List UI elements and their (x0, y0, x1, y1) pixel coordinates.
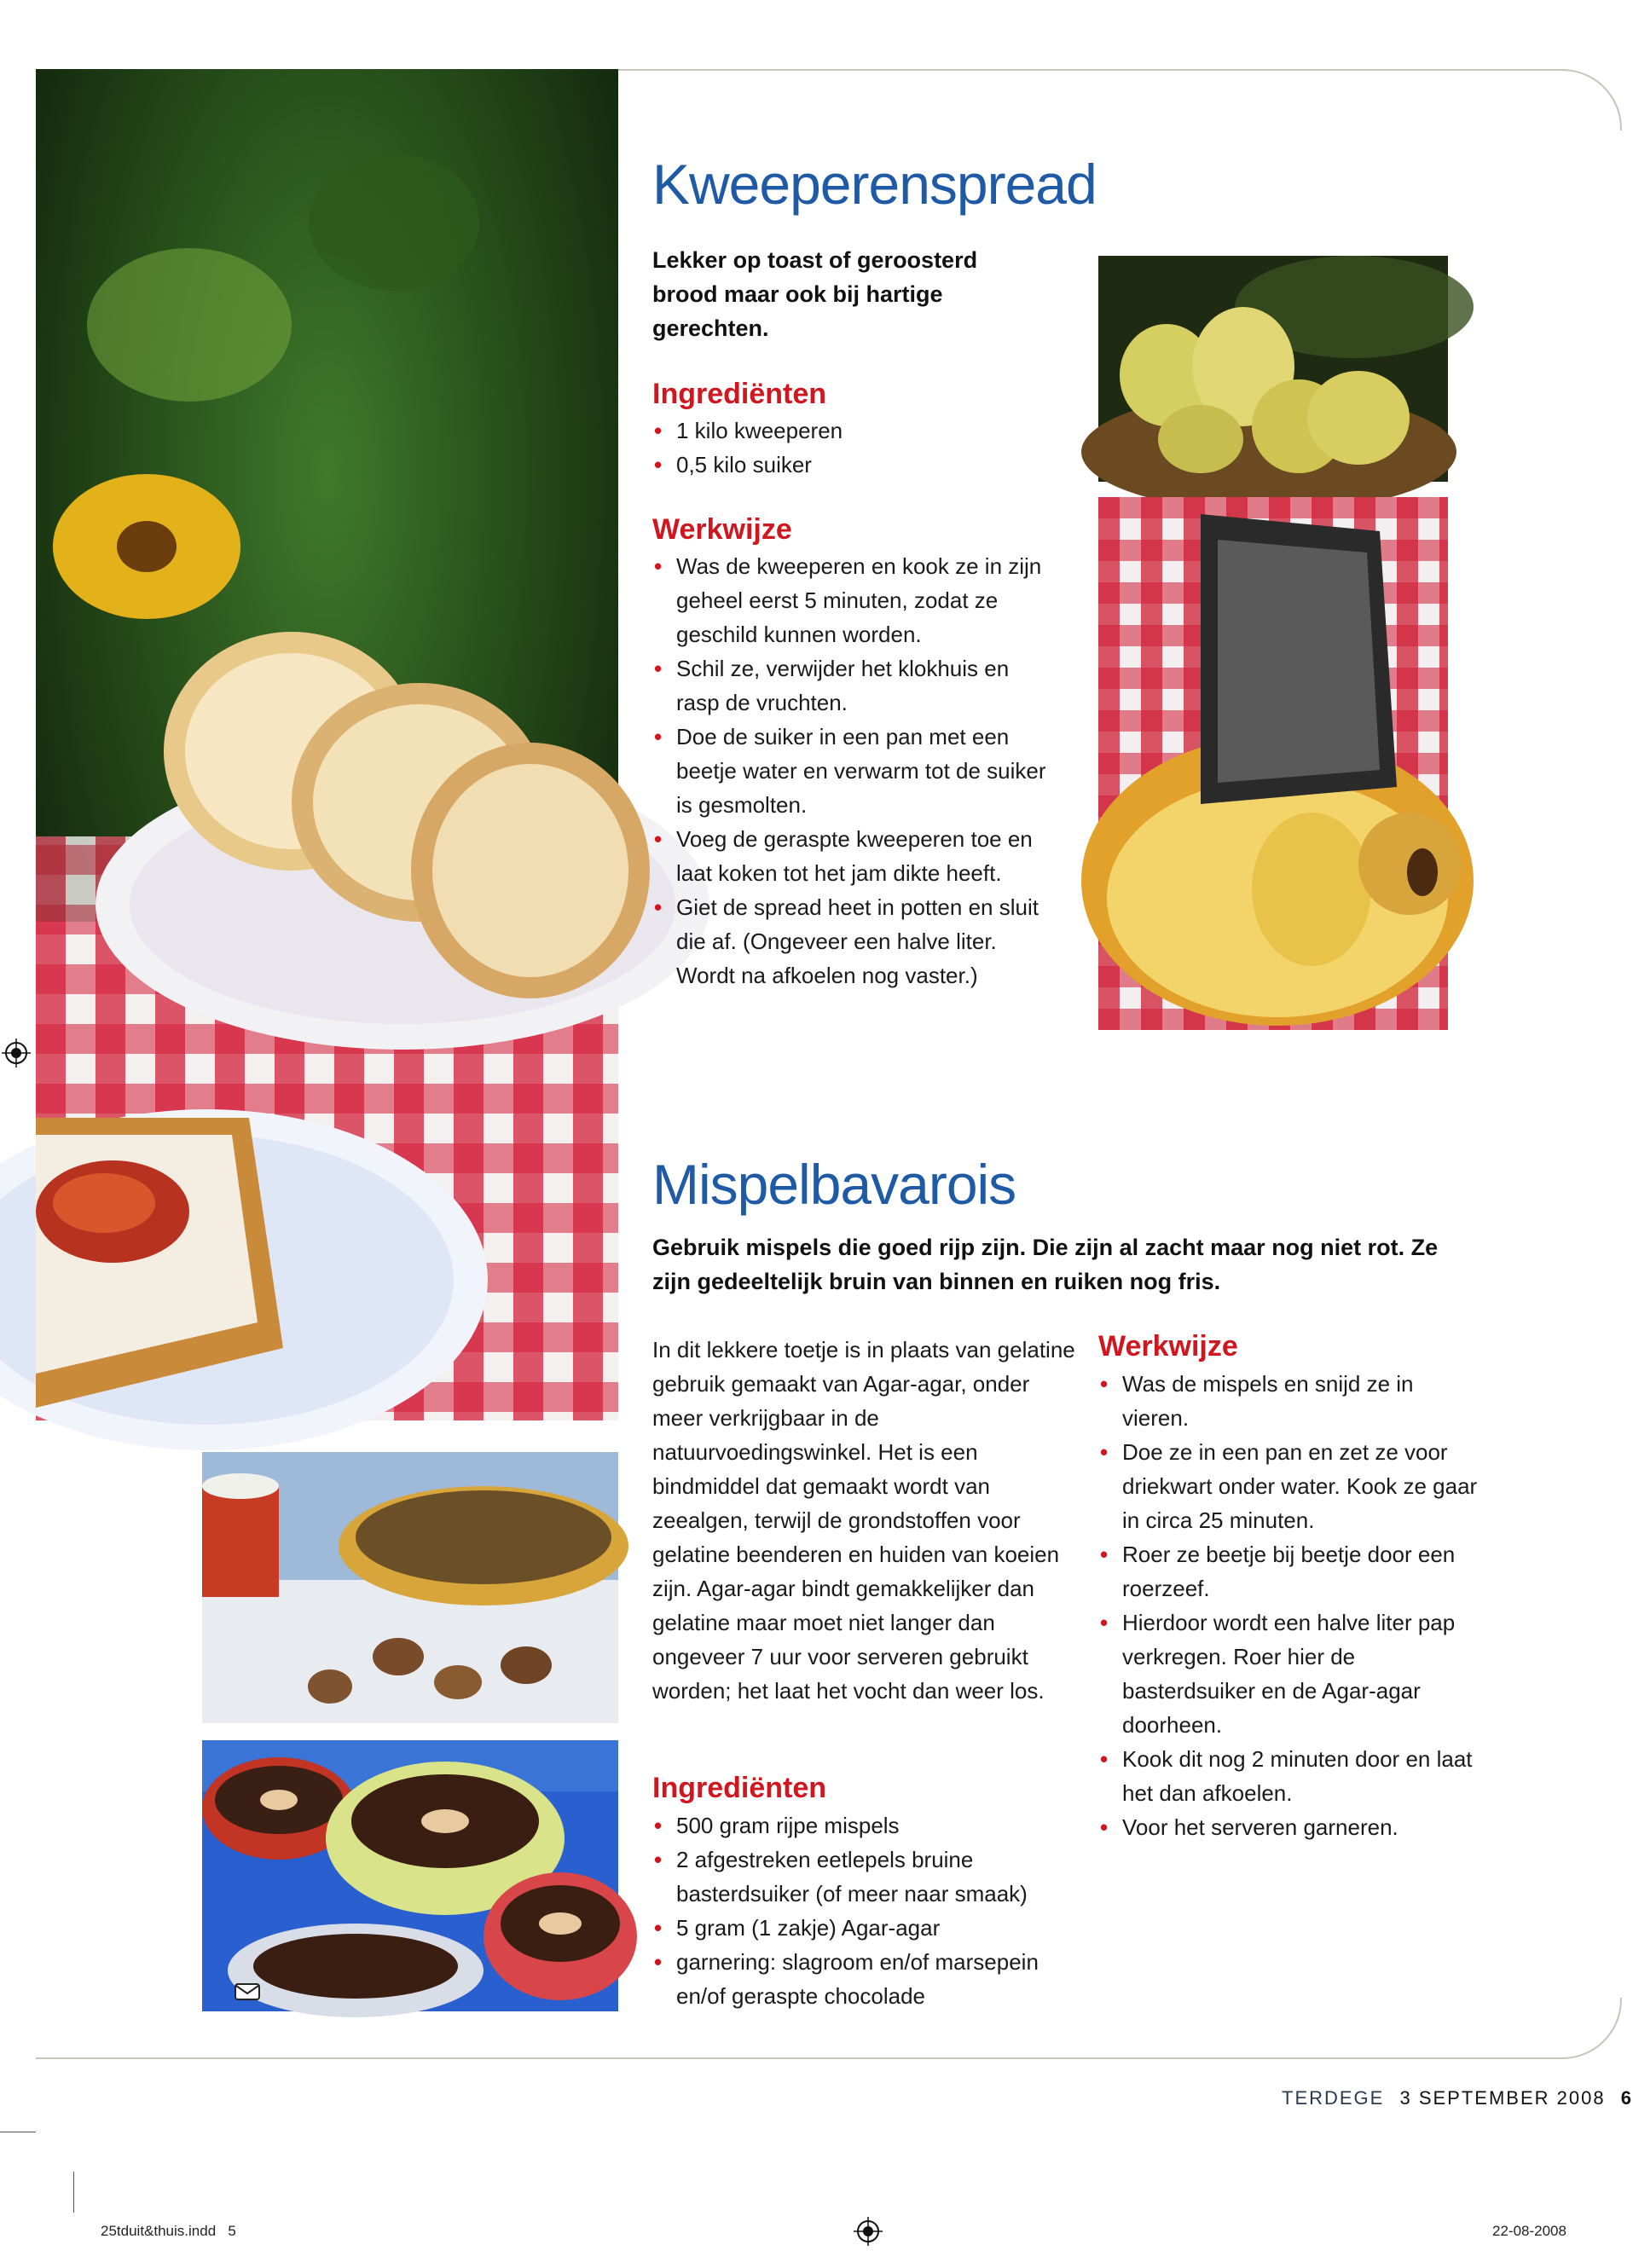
envelope-icon (235, 1983, 260, 2000)
registration-mark-icon (2, 1039, 31, 1067)
page-frame-bottom (36, 2057, 1537, 2059)
crop-mark (73, 2172, 74, 2213)
bread-jam-photo (36, 69, 618, 1420)
recipe2-intro: Gebruik mispels die goed rijp zijn. Die zijn al zacht maar nog niet rot. Ze zijn gedeeltelijk bruin van binnen en ruiken nog fris. (652, 1235, 1439, 1294)
recipe1-method-heading: Werkwijze (652, 513, 792, 546)
list-item: • 500 gram rijpe mispels (652, 1808, 1079, 1843)
recipe1-intro: Lekker op toast of geroosterd brood maar ook bij hartige gerechten. (652, 247, 978, 341)
list-item: • Doe de suiker in een pan met een beetje water en verwarm tot de suiker is gesmolten. (652, 720, 1053, 822)
issue-date: 3 SEPTEMBER 2008 (1399, 2087, 1606, 2109)
list-item: • Giet de spread heet in potten en sluit die af. (Ongeveer een halve liter. Wordt na afkoelen nog vaster.) (652, 890, 1053, 992)
magazine-name: TERDEGE (1282, 2087, 1385, 2109)
quince-basket-photo (1098, 256, 1448, 482)
recipe1-ingredients-heading: Ingrediënten (652, 378, 827, 410)
slug-date: 22-08-2008 (1492, 2223, 1566, 2239)
registration-mark-icon (854, 2217, 883, 2246)
page-number: 6 (1620, 2087, 1633, 2109)
recipe1-title: Kweeperenspread (652, 153, 1097, 216)
recipe1-ingredients-list (652, 414, 1062, 482)
list-item: • 2 afgestreken eetlepels bruine basterdsuiker (of meer naar smaak) (652, 1843, 1079, 1911)
recipe2-body-text: In dit lekkere toetje is in plaats van gelatine gebruik gemaakt van Agar-agar, onder meer verkrijgbaar in de natuurvoedingswinkel. Het is een bindmiddel dat gemaakt wordt van zeealgen, terwijl de grondstoffen voor gelatine beenderen en huiden van koeien zijn. Agar-agar bindt gemakkelijker dan gelatine maar moet niet langer dan ongeveer 7 uur voor serveren gebruikt worden; het laat het vocht dan weer los. (652, 1337, 1075, 1704)
list-item: • Kook dit nog 2 minuten door en laat het dan afkoelen. (1098, 1742, 1482, 1810)
list-item: • Was de kweeperen en kook ze in zijn geheel eerst 5 minuten, zodat ze geschild kunnen worden. (652, 549, 1053, 651)
list-item: • Was de mispels en snijd ze in vieren. (1098, 1367, 1482, 1435)
recipe2-title: Mispelbavarois (652, 1153, 1016, 1216)
page-frame-corner-top (1501, 69, 1622, 130)
recipe2-method-heading: Werkwijze (1098, 1330, 1238, 1363)
list-item: • Schil ze, verwijder het klokhuis en rasp de vruchten. (652, 651, 1053, 720)
list-item: • 0,5 kilo suiker (652, 448, 1062, 482)
page-footer (1282, 2087, 1633, 2109)
bavarois-photo (202, 1740, 618, 2011)
list-item: • Voeg de geraspte kweeperen toe en laat koken tot het jam dikte heeft. (652, 822, 1053, 890)
list-item: • Doe ze in een pan en zet ze voor driekwart onder water. Kook ze gaar in circa 25 minuten. (1098, 1435, 1482, 1537)
list-item: • Voor het serveren garneren. (1098, 1810, 1482, 1844)
list-item: • 5 gram (1 zakje) Agar-agar (652, 1911, 1079, 1945)
grater-photo (1098, 497, 1448, 1030)
recipe2-ingredients-list (652, 1808, 1079, 2013)
recipe1-steps-list (652, 549, 1053, 992)
page-frame-corner-bottom (1501, 1998, 1622, 2059)
list-item: • Roer ze beetje bij beetje door een roerzeef. (1098, 1537, 1482, 1606)
list-item: • 1 kilo kweeperen (652, 414, 1062, 448)
medlars-photo (202, 1452, 618, 1723)
list-item: • Hierdoor wordt een halve liter pap verkregen. Roer hier de basterdsuiker en de Agar-agar doorheen. (1098, 1606, 1482, 1742)
slug-filename: 25tduit&thuis.indd 5 (101, 2223, 236, 2239)
recipe2-steps-list (1098, 1367, 1482, 1844)
recipe2-ingredients-heading: Ingrediënten (652, 1772, 827, 1804)
list-item: • garnering: slagroom en/of marsepein en/of geraspte chocolade (652, 1945, 1079, 2013)
